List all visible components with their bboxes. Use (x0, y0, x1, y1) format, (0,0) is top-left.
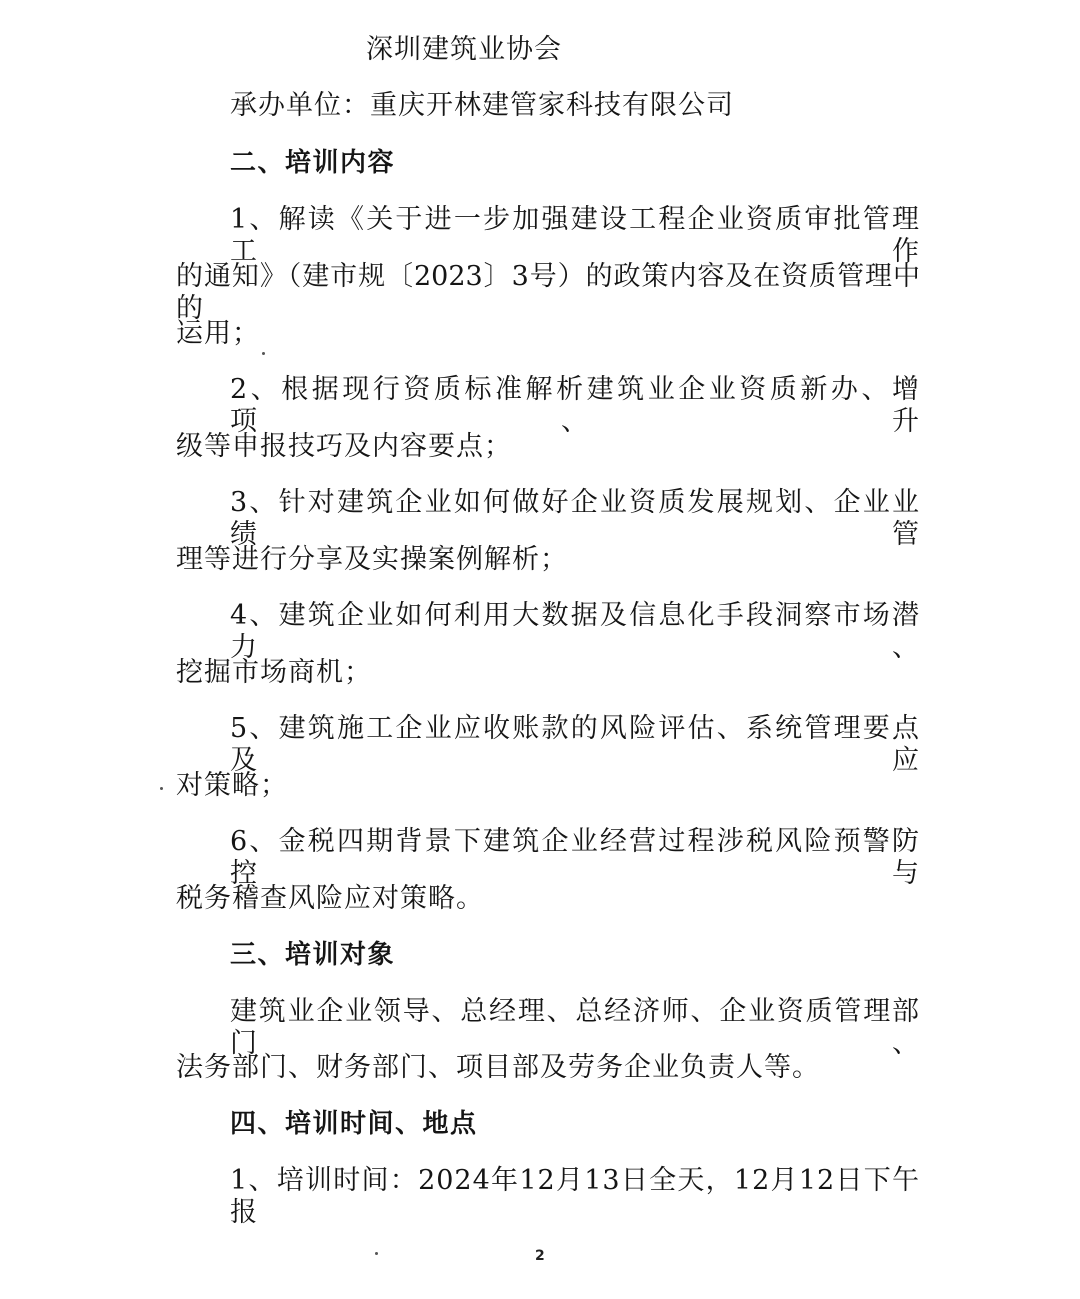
content-item-1-line-1: 1、解读《关于进一步加强建设工程企业资质审批管理工作 (230, 204, 920, 267)
content-item-4-line-1: 4、建筑企业如何利用大数据及信息化手段洞察市场潜力、 (230, 600, 920, 663)
content-item-1-line-3: 运用； (176, 318, 260, 349)
scan-speck (160, 787, 163, 790)
scan-speck (375, 1252, 378, 1255)
content-item-5-line-2: 对策略； (176, 770, 288, 801)
co-organizer-line: 承办单位：重庆开林建管家科技有限公司 (230, 90, 734, 121)
audience-line-2: 法务部门、财务部门、项目部及劳务企业负责人等。 (176, 1052, 820, 1083)
scan-speck (262, 352, 265, 355)
content-item-3-line-2: 理等进行分享及实操案例解析； (176, 544, 568, 575)
content-item-3-line-1: 3、针对建筑企业如何做好企业资质发展规划、企业业绩管 (230, 487, 920, 550)
section-heading-time-location: 四、培训时间、地点 (230, 1109, 478, 1139)
content-item-1-line-2: 的通知》（建市规〔2023〕3号）的政策内容及在资质管理中的 (176, 261, 920, 324)
training-time-line: 1、培训时间：2024年12月13日全天，12月12日下午报 (230, 1165, 920, 1228)
organizer-association: 深圳建筑业协会 (366, 34, 562, 65)
section-heading-training-audience: 三、培训对象 (230, 940, 396, 970)
content-item-4-line-2: 挖掘市场商机； (176, 657, 372, 688)
section-heading-training-content: 二、培训内容 (230, 148, 396, 178)
content-item-5-line-1: 5、建筑施工企业应收账款的风险评估、系统管理要点及应 (230, 713, 920, 776)
audience-line-1: 建筑业企业领导、总经理、总经济师、企业资质管理部门、 (230, 996, 920, 1059)
content-item-2-line-2: 级等申报技巧及内容要点； (176, 431, 512, 462)
content-item-2-line-1: 2、根据现行资质标准解析建筑业企业资质新办、增项、升 (230, 374, 920, 437)
page-number: 2 (535, 1248, 545, 1264)
content-item-6-line-2: 税务稽查风险应对策略。 (176, 883, 484, 914)
content-item-6-line-1: 6、金税四期背景下建筑企业经营过程涉税风险预警防控与 (230, 826, 920, 889)
